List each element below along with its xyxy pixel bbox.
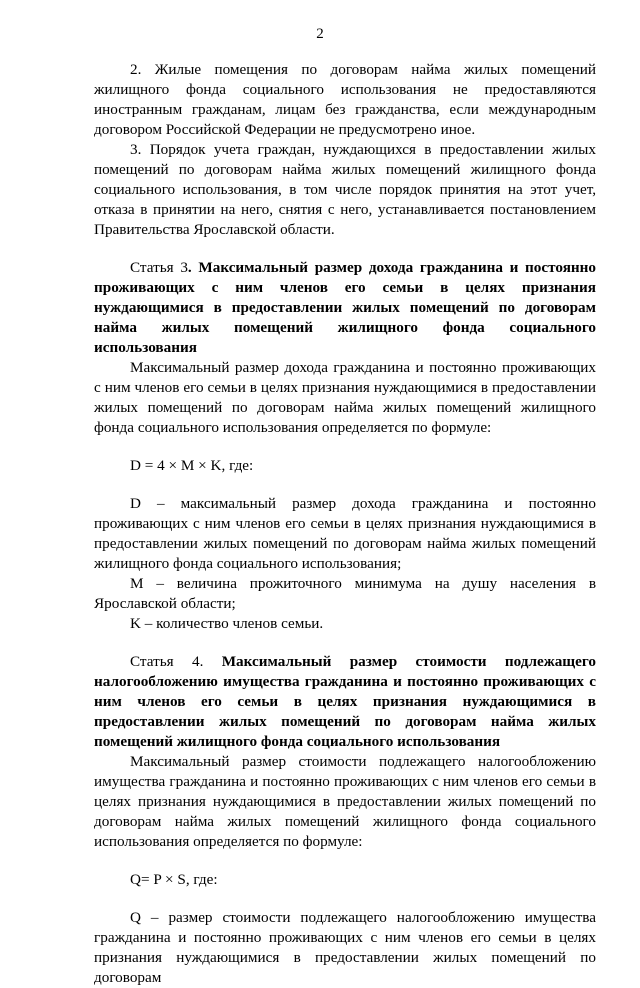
definition-k: K – количество членов семьи.	[130, 615, 324, 632]
formula-q: Q= P × S, где:	[130, 871, 218, 888]
article-3-title: Максимальный размер дохода гражданина и постоянно проживающих с ним членов его семьи в целях признания нуждающимися в предоставлении жилых помещений по договорам найма жилых помещений жилищного фонда социального использования	[94, 259, 596, 356]
article-4-title: Максимальный размер стоимости подлежащего налогообложению имущества гражданина и постоянно проживающих с ним членов его семьи в целях признания нуждающимися в предоставлении жилых помещений по договорам найма жилых помещений жилищного фонда социального использования	[94, 653, 596, 750]
page-number: 2	[316, 26, 324, 42]
definition-q: Q – размер стоимости подлежащего налогообложению имущества гражданина и постоянно проживающих с ним членов его семьи в целях признания нуждающимися в предоставлении жилых помещений по договорам	[94, 909, 596, 986]
formula-d: D = 4 × M × K, где:	[130, 457, 254, 474]
article-4-prefix: Статья 4.	[130, 653, 222, 670]
article-4-body: Максимальный размер стоимости подлежащего налогообложению имущества гражданина и постоянно проживающих с ним членов его семьи в целях признания нуждающимися в предоставлении жилых помещений по договорам найма жилых помещений жилищного фонда социального использования определяется по формуле:	[94, 753, 596, 850]
paragraph-3: 3. Порядок учета граждан, нуждающихся в предоставлении жилых помещений по договорам найма жилых помещений жилищного фонда социального использования, в том числе порядок принятия на этот учет, отказа в принятии на него, снятия с него, устанавливается постановлением Правительства Ярославской области.	[94, 141, 596, 238]
article-3-heading	[94, 258, 596, 358]
definition-m: M – величина прожиточного минимума на душу населения в Ярославской области;	[94, 575, 596, 612]
definition-d: D – максимальный размер дохода гражданина и постоянно проживающих с ним членов его семьи в целях признания нуждающимися в предоставлении жилых помещений по договорам найма жилых помещений жилищного фонда социального использования;	[94, 495, 596, 572]
paragraph-2: 2. Жилые помещения по договорам найма жилых помещений жилищного фонда социального использования не предоставляются иностранным гражданам, лицам без гражданства, если международным договором Российской Федерации не предусмотрено иное.	[94, 61, 596, 138]
article-3-dot: .	[187, 259, 199, 276]
document-body	[94, 60, 596, 988]
article-4-heading	[94, 652, 596, 752]
article-3-prefix: Статья 3	[130, 259, 188, 276]
article-3-body: Максимальный размер дохода гражданина и постоянно проживающих с ним членов его семьи в целях признания нуждающимися в предоставлении жилых помещений по договорам найма жилых помещений жилищного фонда социального использования определяется по формуле:	[94, 359, 596, 436]
